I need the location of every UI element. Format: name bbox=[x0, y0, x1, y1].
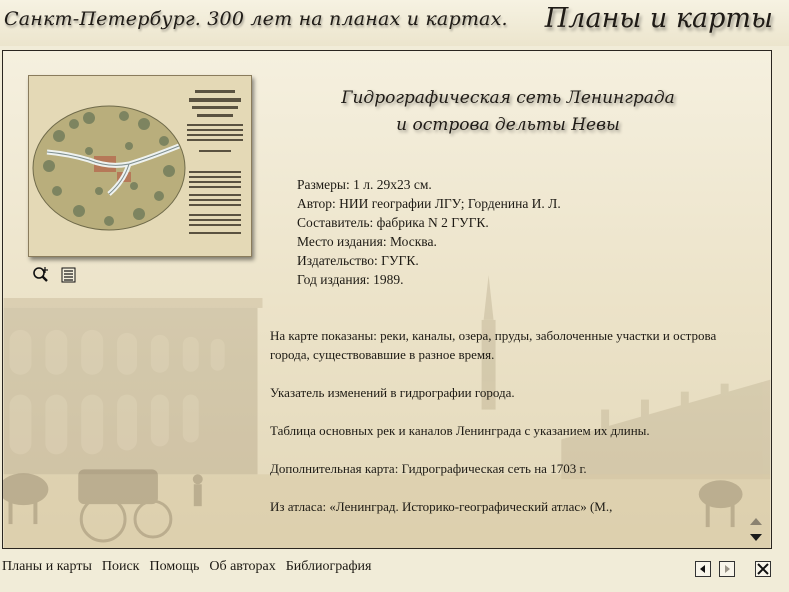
map-image bbox=[29, 76, 252, 257]
section-title: Планы и карты bbox=[544, 3, 773, 34]
meta-publisher: Издательство: ГУГК. bbox=[297, 253, 419, 268]
close-icon bbox=[756, 562, 770, 576]
next-button[interactable] bbox=[719, 561, 735, 577]
bottom-nav bbox=[2, 559, 381, 579]
zoom-in-icon[interactable] bbox=[31, 265, 51, 285]
prev-button[interactable] bbox=[695, 561, 711, 577]
meta-place: Место издания: Москва. bbox=[297, 234, 437, 249]
scroll-down-button[interactable] bbox=[749, 530, 763, 542]
nav-help[interactable]: Помощь bbox=[149, 559, 200, 574]
meta-size: Размеры: 1 л. 29х23 см. bbox=[297, 177, 432, 192]
map-metadata bbox=[297, 175, 561, 289]
app-title: Санкт-Петербург. 300 лет на планах и картах. bbox=[4, 8, 508, 30]
description-paragraph: Таблица основных рек и каналов Ленинграда с указанием их длины. bbox=[270, 423, 650, 438]
next-icon bbox=[720, 562, 734, 576]
scroll-up-button[interactable] bbox=[749, 514, 763, 526]
nav-search[interactable]: Поиск bbox=[101, 559, 140, 574]
description-paragraph: На карте показаны: реки, каналы, озера, пруды, заболоченные участки и острова города, существовавшие в разное время. bbox=[270, 328, 717, 362]
prev-icon bbox=[696, 562, 710, 576]
description-paragraph: Дополнительная карта: Гидрографическая сеть на 1703 г. bbox=[270, 461, 587, 476]
nav-plans-maps[interactable]: Планы и карты bbox=[2, 559, 92, 574]
header bbox=[0, 0, 789, 46]
map-title-line-2: и острова дельты Невы bbox=[396, 115, 620, 135]
meta-author: Автор: НИИ географии ЛГУ; Горденина И. Л. bbox=[297, 196, 561, 211]
triangle-up-icon bbox=[749, 515, 763, 527]
triangle-down-icon bbox=[749, 531, 763, 543]
nav-bibliography[interactable]: Библиография bbox=[285, 559, 372, 574]
content-panel bbox=[2, 50, 772, 549]
map-title bbox=[333, 85, 683, 139]
meta-year: Год издания: 1989. bbox=[297, 272, 404, 287]
close-button[interactable] bbox=[755, 561, 771, 577]
meta-compiler: Составитель: фабрика N 2 ГУГК. bbox=[297, 215, 489, 230]
description-paragraph: Из атласа: «Ленинград. Историко-географический атлас» (М., bbox=[270, 499, 613, 514]
description-paragraph: Указатель изменений в гидрографии города. bbox=[270, 385, 515, 400]
list-icon[interactable] bbox=[60, 265, 80, 285]
nav-about-authors[interactable]: Об авторах bbox=[209, 559, 276, 574]
map-thumbnail[interactable] bbox=[28, 75, 252, 257]
map-title-line-1: Гидрографическая сеть Ленинграда bbox=[341, 88, 675, 108]
map-description bbox=[270, 326, 740, 535]
